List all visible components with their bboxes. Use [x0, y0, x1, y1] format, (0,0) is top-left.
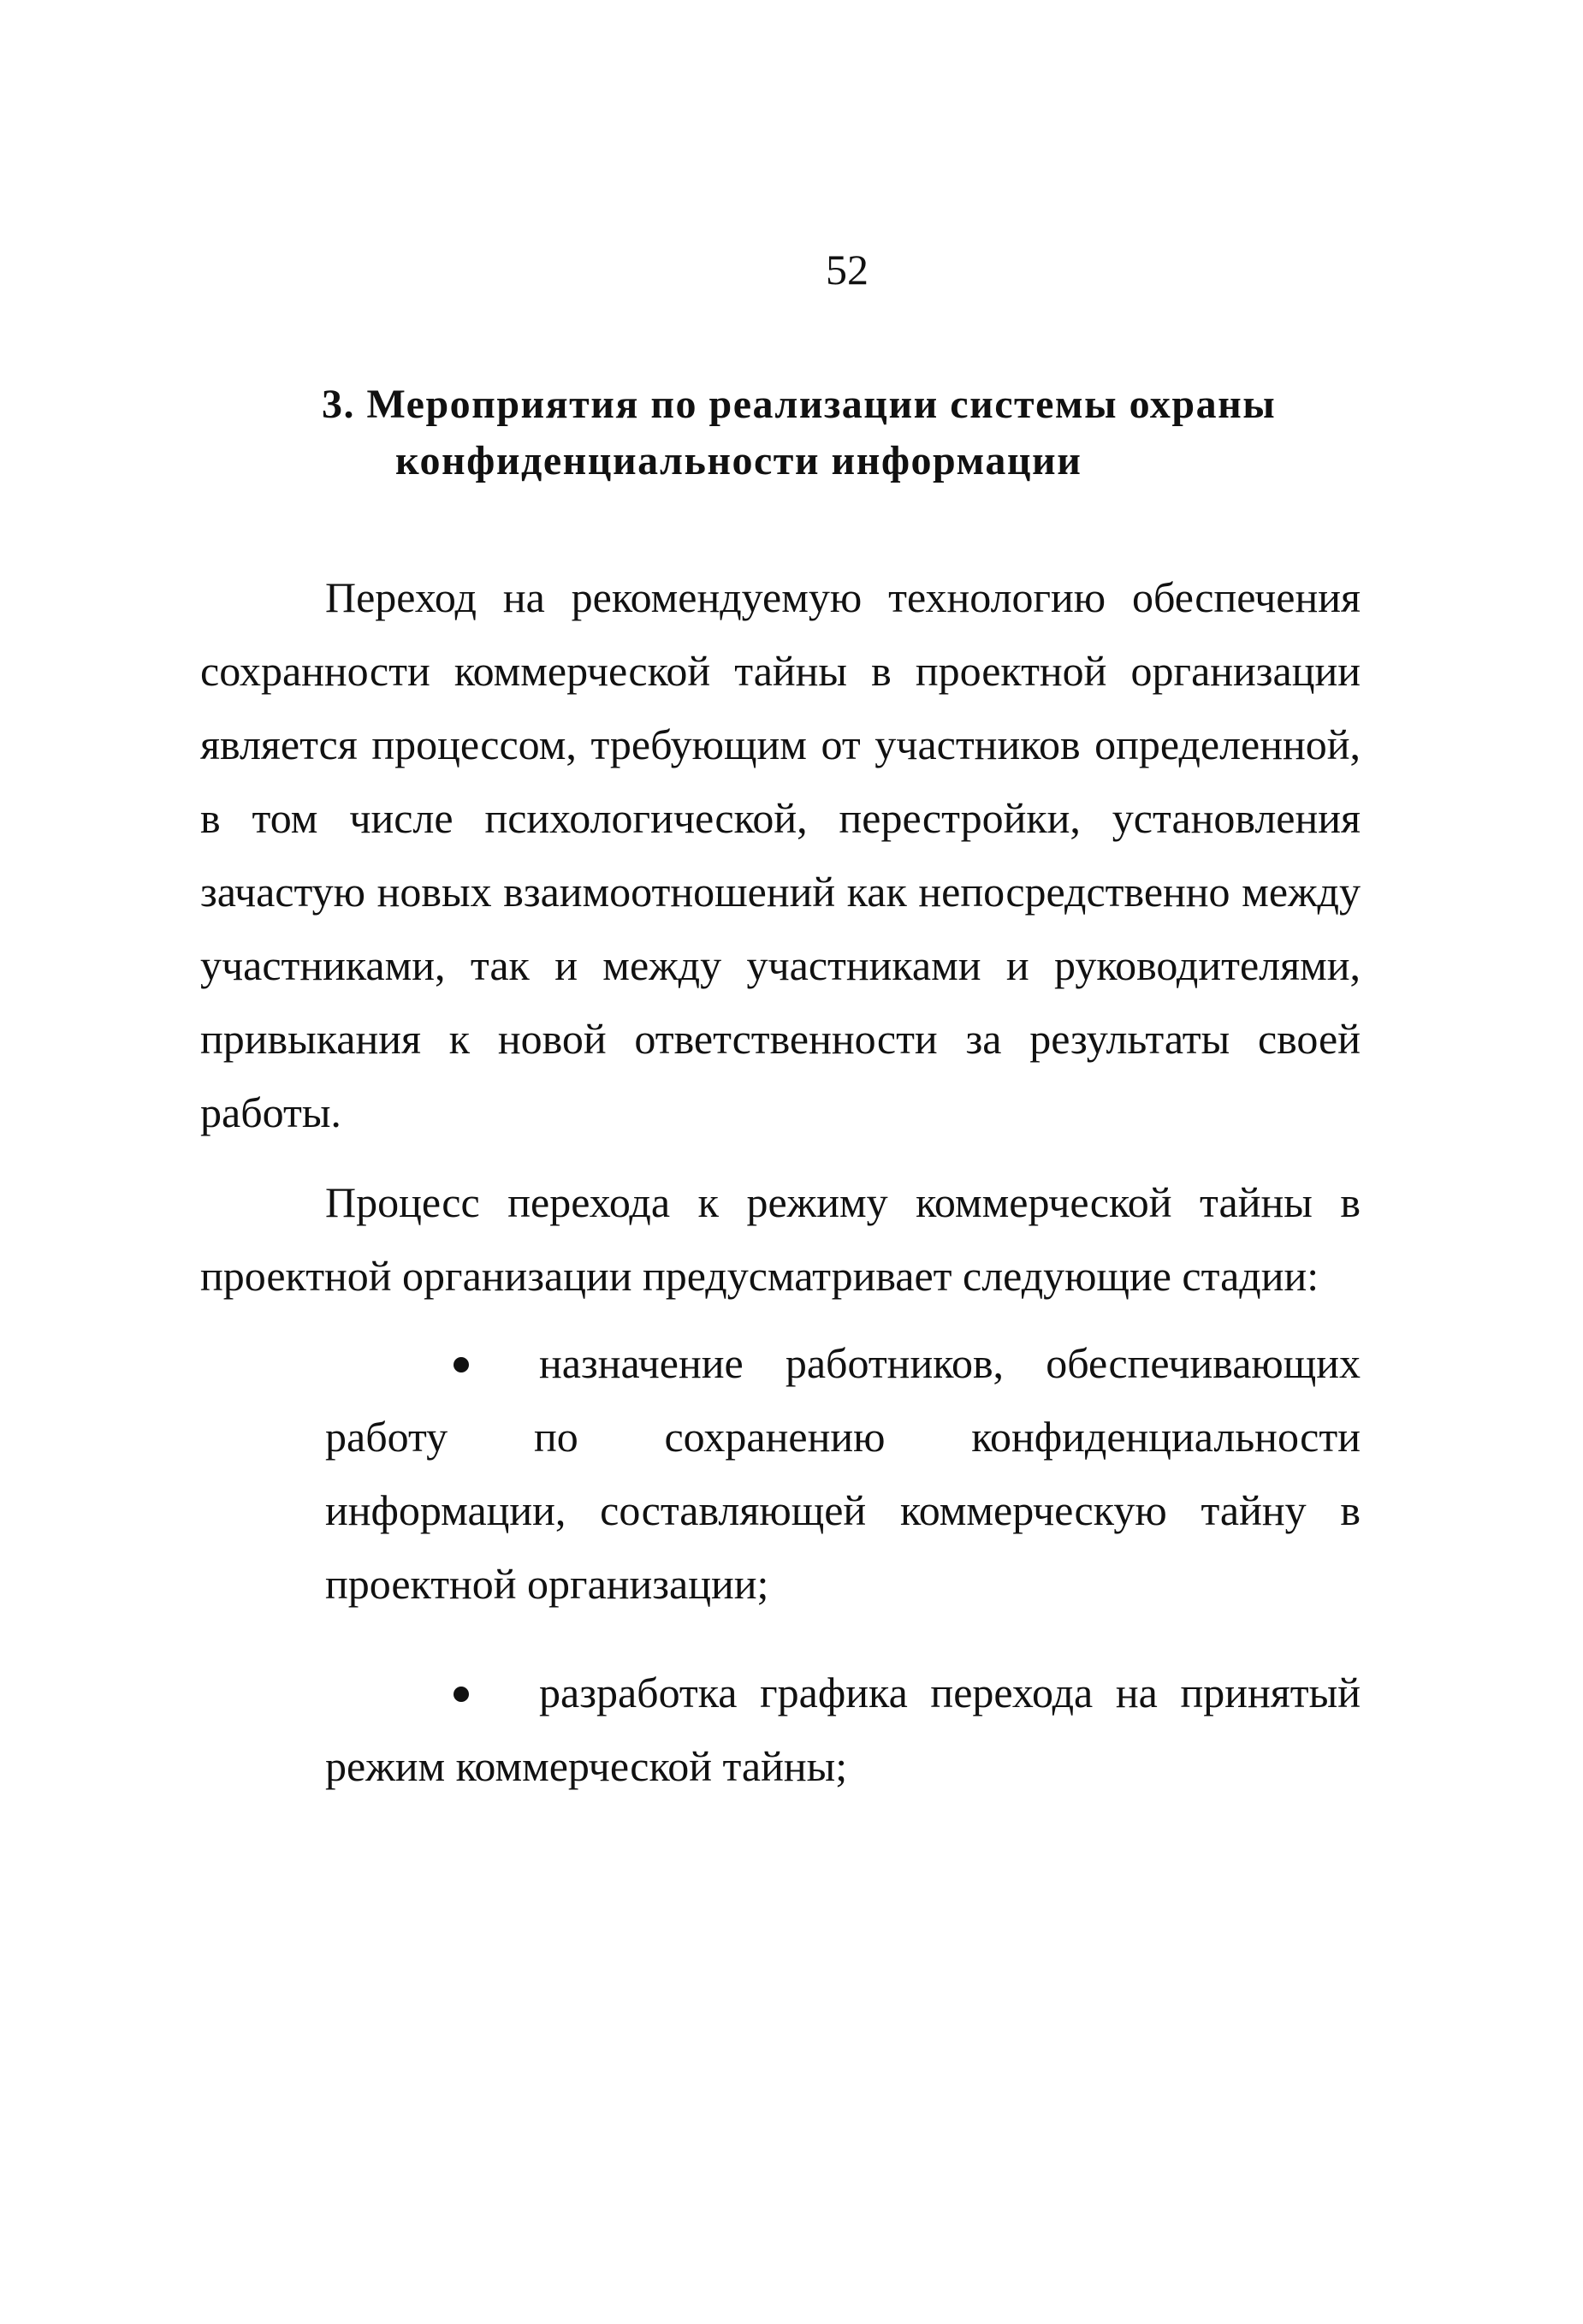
- section-heading-line1: 3. Мероприятия по реализации системы охраны: [322, 382, 1277, 427]
- bullet-text: разработка графика перехода на принятый режим коммерческой тайны;: [325, 1669, 1361, 1790]
- section-heading: [322, 376, 1366, 489]
- paragraph-transition: Переход на рекомендуемую технологию обеспечения сохранности коммерческой тайны в проектной организации является процессом, требующим от участников определенной, в том числе психологической, перестройки, установления зачастую новых взаимоотношений как непосредственно между участниками, так и между участниками и руководителями, привыкания к новой ответственности за результаты своей работы.: [200, 573, 1361, 1136]
- bullet-item-schedule: [325, 1656, 1361, 1803]
- section-heading-line2: конфиденциальности информации: [395, 438, 1082, 483]
- bullet-text: назначение работников, обеспечивающих работу по сохранению конфиденциальности информации, составляющей коммерческую тайну в проектной организации;: [325, 1339, 1361, 1608]
- bullet-item-assign-staff: [325, 1326, 1361, 1621]
- bullet-dot-icon: [454, 1357, 469, 1372]
- page-number: 52: [826, 246, 869, 293]
- paragraph-process-stages: Процесс перехода к режиму коммерческой тайны в проектной организации предусматривает следующие стадии:: [200, 1178, 1361, 1300]
- bullet-dot-icon: [454, 1687, 469, 1702]
